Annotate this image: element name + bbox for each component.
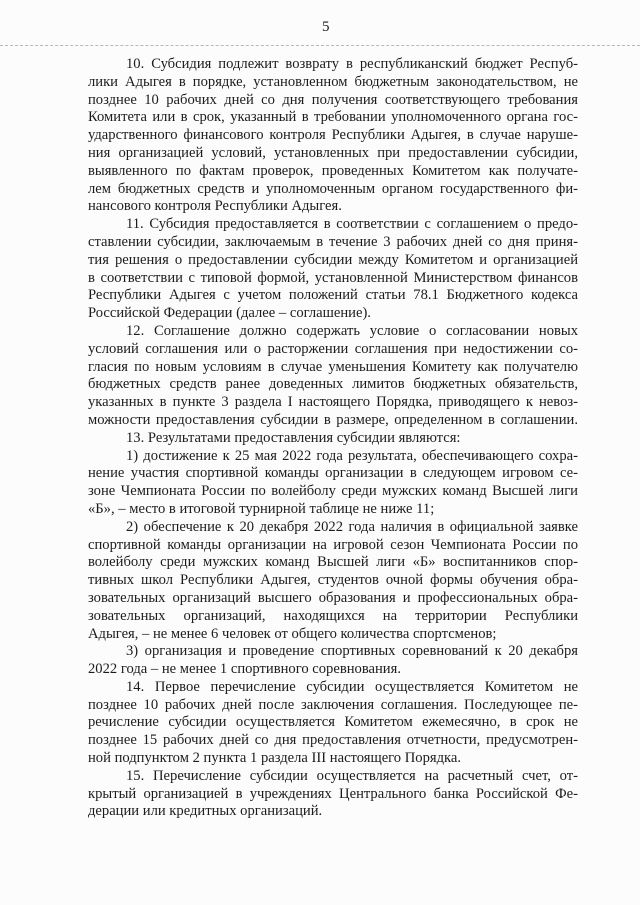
text-line: позднее 10 рабочих дней со дня получения соответствующего требования (88, 91, 578, 108)
text-line: Адыгея, – не менее 6 человек от общего количества спортсменов; (88, 625, 497, 642)
page-number: 5 (322, 19, 330, 35)
paragraph-item-10 (88, 56, 578, 216)
paragraph-item-13 (88, 430, 578, 448)
text-line: лики Адыгея в порядке, установленном бюджетным законодательством, не (88, 73, 578, 90)
text-line: 15. Перечисление субсидии осуществляется на расчетный счет, от- (126, 767, 578, 784)
paragraph-item-14 (88, 679, 578, 768)
sub-item-3 (88, 643, 578, 679)
scan-edge-line (0, 45, 640, 46)
text-line: ной подпунктом 2 пункта 1 раздела III настоящего Порядка. (88, 750, 462, 767)
text-line: спортивной команды организации на игровой сезон Чемпионата России по (88, 536, 578, 553)
text-line: можности предоставления субсидии в размере, определенном в соглашении. (88, 411, 578, 428)
text-line: речисление субсидии осуществляется Комитетом ежемесячно, в срок не (88, 714, 578, 731)
text-line: позднее 10 рабочих дней после заключения соглашения. Последующее пе- (88, 696, 578, 713)
text-line: позднее 15 рабочих дней со дня предоставления отчетности, предусмотрен- (88, 732, 578, 749)
text-line: тивных школ Республики Адыгея, студентов очной формы обучения обра- (88, 572, 578, 589)
text-line: лем бюджетных средств и уполномоченным органом государственного фи- (88, 180, 578, 197)
text-line: указанных в пункте 3 раздела I настоящего Порядка, приводящего к невоз- (88, 394, 578, 411)
text-line: 10. Субсидия подлежит возврату в республиканский бюджет Респуб- (126, 56, 578, 72)
text-line: в соответствии с типовой формой, установленной Министерством финансов (88, 269, 578, 286)
sub-item-1 (88, 448, 578, 519)
text-line: бюджетных средств ранее доведенных лимитов бюджетных обязательств, (88, 376, 578, 393)
text-line: крытый организацией в учреждениях Центрального банка Российской Фе- (88, 785, 578, 802)
text-line: 12. Соглашение должно содержать условие о согласовании новых (126, 322, 578, 339)
paragraph-item-11 (88, 216, 578, 323)
text-line: 14. Первое перечисление субсидии осуществляется Комитетом не (126, 678, 578, 695)
text-line: 11. Субсидия предоставляется в соответствии с соглашением о предо- (126, 216, 578, 233)
text-line: зовательных организаций, находящихся на территории Республики (88, 607, 578, 624)
text-line: 2022 года – не менее 1 спортивного соревнования. (88, 661, 401, 678)
text-line: ударственного финансового контроля Республики Адыгея, в случае наруше- (88, 127, 578, 144)
paragraph-item-15 (88, 768, 578, 821)
text-line: тия решения о предоставлении субсидии между Комитетом и организацией (88, 251, 578, 268)
text-line: ставлении субсидии, заключаемым в течение 3 рабочих дней со дня приня- (88, 233, 578, 250)
text-line: условий соглашения или о расторжении соглашения при недостижении со- (88, 340, 578, 357)
text-line: зоне Чемпионата России по волейболу среди мужских команд Высшей лиги (88, 483, 578, 500)
text-line: «Б», – место в итоговой турнирной таблице не ниже 11; (88, 500, 435, 517)
text-line: зовательных организаций высшего образования и профессиональных обра- (88, 589, 578, 606)
text-line: Комитета или в срок, указанный в требовании уполномоченного органа гос- (88, 109, 578, 126)
text-line: ния организацией условий, установленных при предоставлении субсидии, (88, 144, 578, 161)
text-line: волейболу среди мужских команд Высшей лиги «Б» воспитанников спор- (88, 554, 578, 571)
text-line: 1) достижение к 25 мая 2022 года результата, обеспечивающего сохра- (126, 447, 578, 464)
text-line: Республики Адыгея с учетом положений статьи 78.1 Бюджетного кодекса (88, 287, 578, 304)
text-line: гласия по новым условиям в случае уменьшения Комитету как получателю (88, 358, 578, 375)
text-line: 2) обеспечение к 20 декабря 2022 года наличия в официальной заявке (126, 518, 578, 535)
text-line: нение участия спортивной команды организации в следующем игровом се- (88, 465, 578, 482)
text-line: выявленного по фактам проверок, проведенных Комитетом как получате- (88, 162, 578, 179)
sub-item-2 (88, 519, 578, 644)
text-line: нансового контроля Республики Адыгея. (88, 198, 342, 215)
paragraph-item-12 (88, 323, 578, 430)
document-body (88, 56, 578, 821)
text-line: 13. Результатами предоставления субсидии являются: (126, 429, 461, 446)
text-line: дерации или кредитных организаций. (88, 803, 323, 820)
text-line: 3) организация и проведение спортивных соревнований к 20 декабря (126, 643, 578, 660)
text-line: Российской Федерации (далее – соглашение). (88, 305, 371, 322)
